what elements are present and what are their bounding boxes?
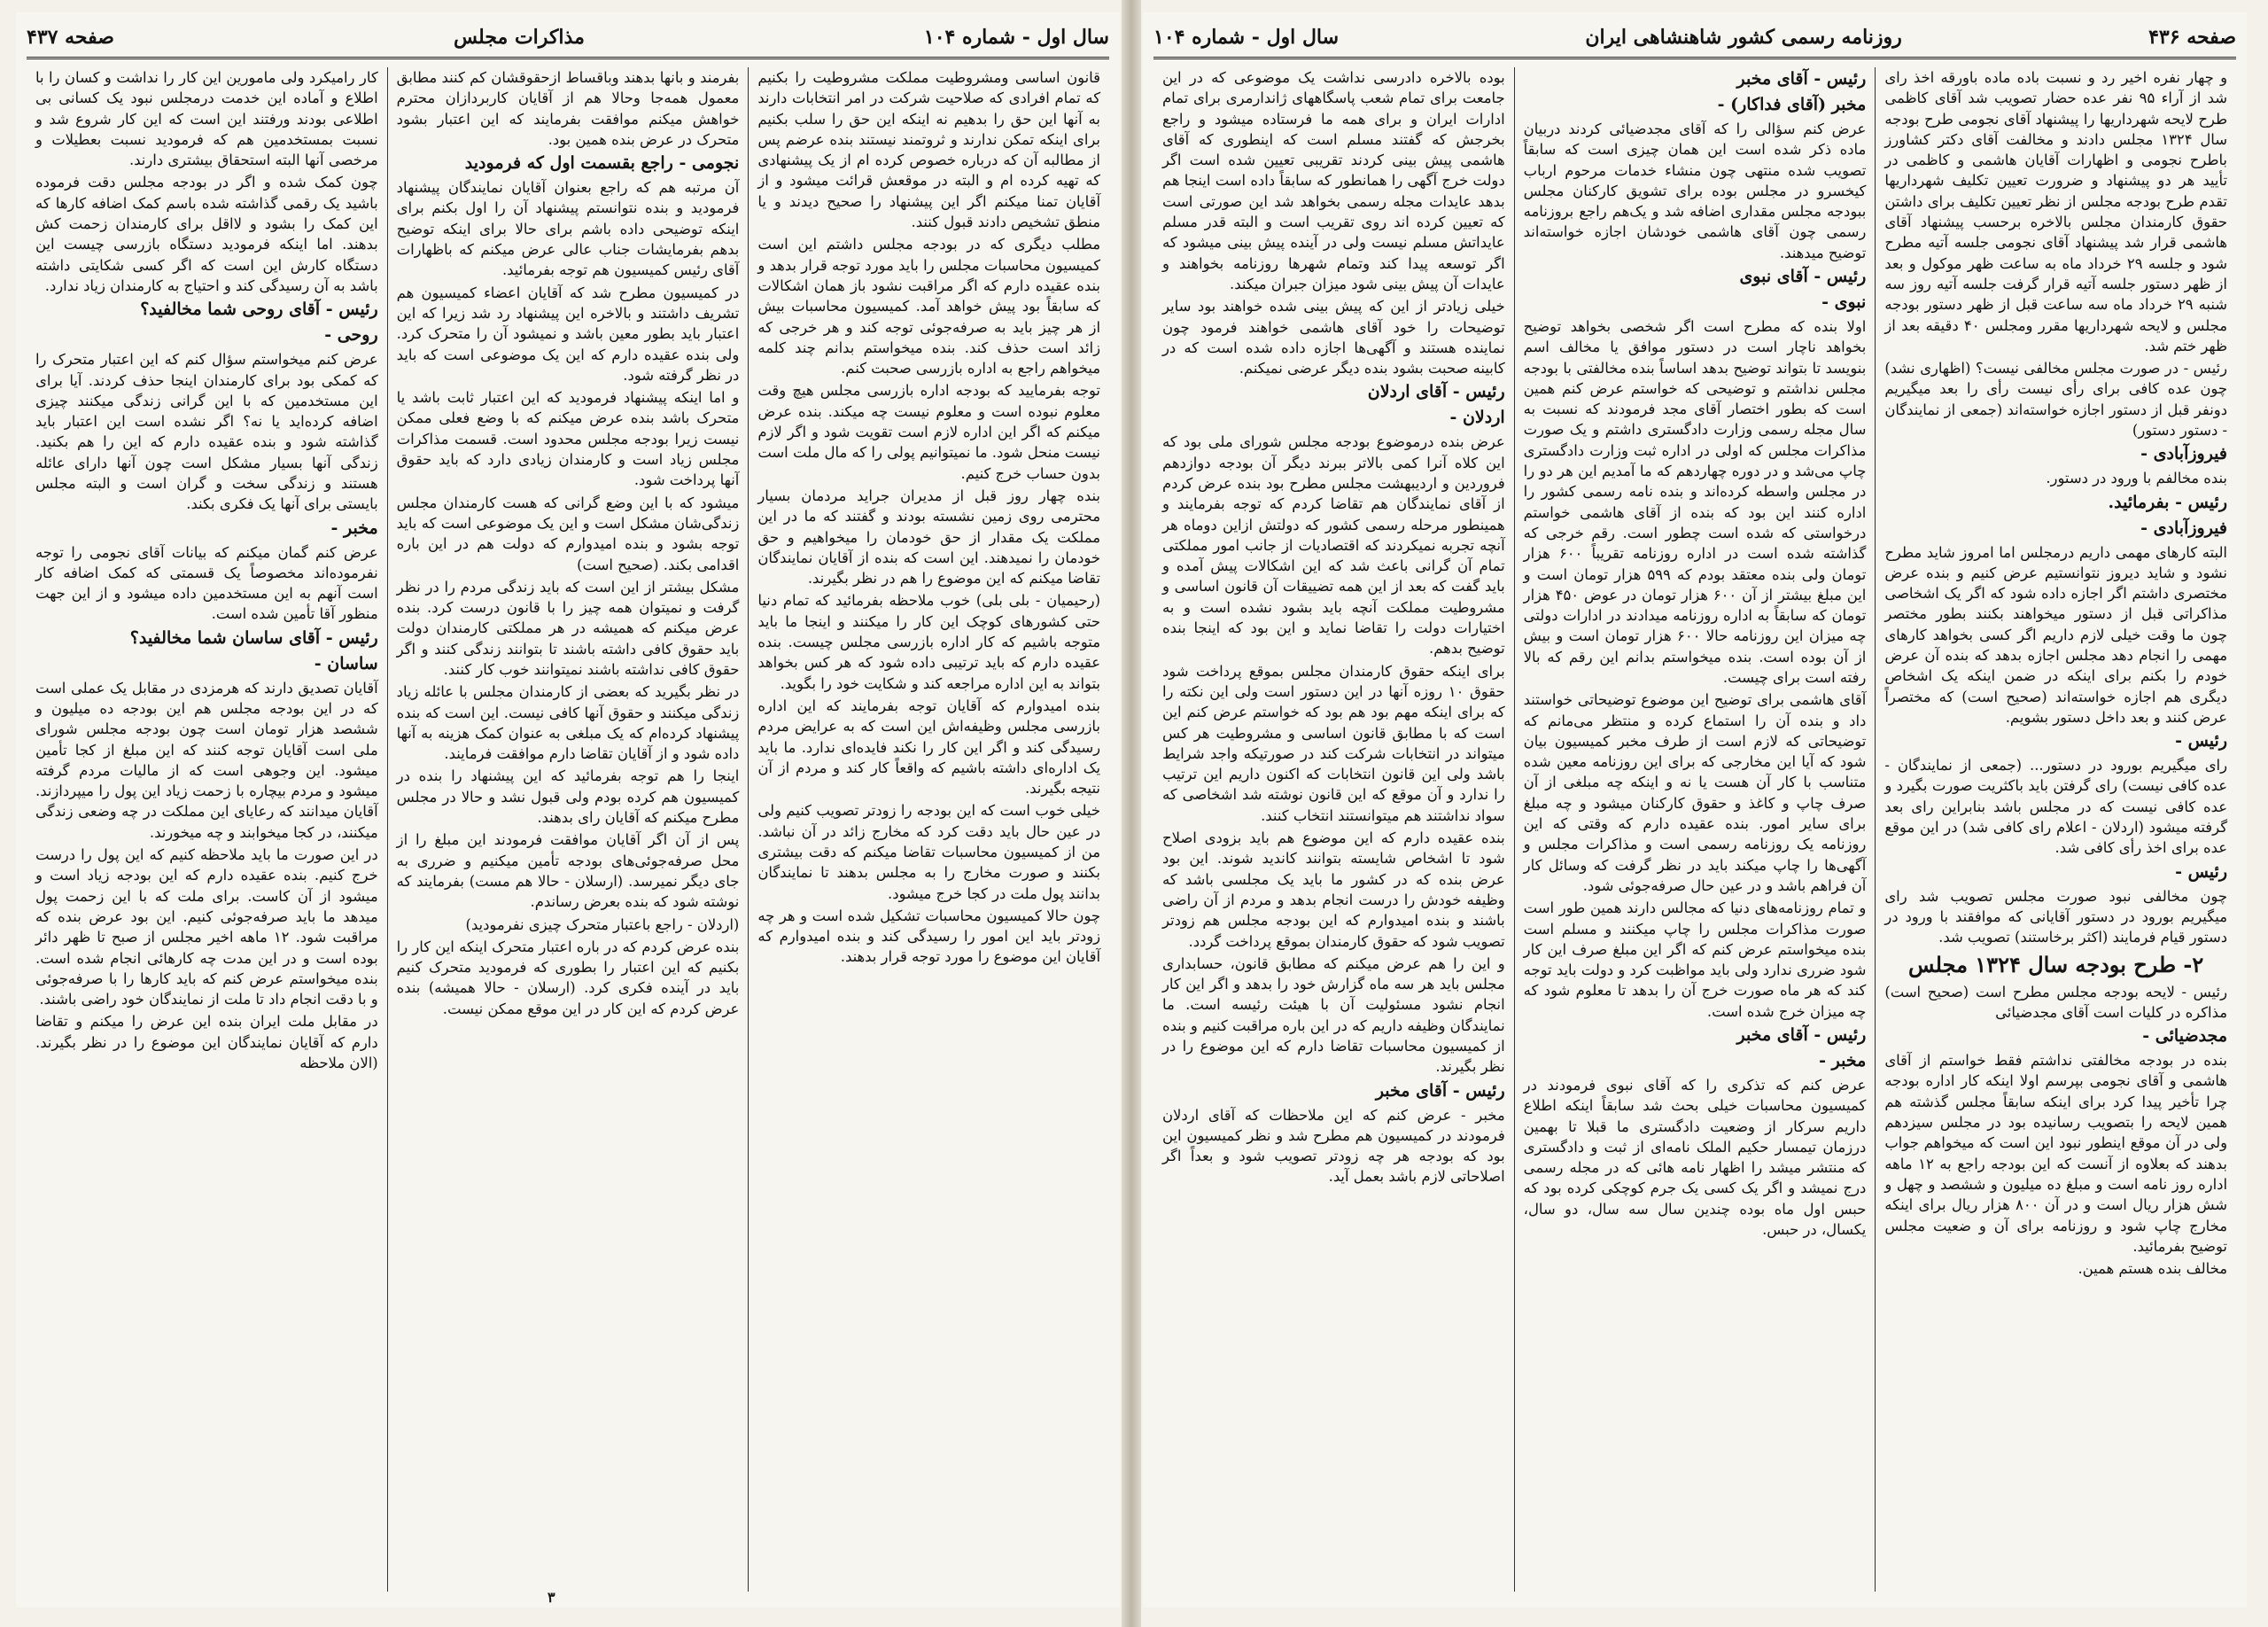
speaker-heading: مخبر - [330,518,378,538]
speaker-heading: رئیس - آقای مخبر [1375,1080,1505,1101]
paragraph: البته کارهای مهمی داریم درمجلس اما امروز شاید مطرح نشود و شاید دیروز نتوانستیم عرض کنیم و بنده عرض مختصری داشتم اگر اجازه داده شود که اگر یک اشخاصی مذاکراتی قبل از دستور میخواهند بکنند بطور مختصر چون ما وقت خیلی لازم داریم اگر کسی بخواهد کارهای مهمی را انجام دهد مجلس اجازه بدهد که بنده آن عرض خودم را بکنم برای اینکه در ضمن اینکه یک اشخاص دیگری هم اجازه خواسته‌اند (صحیح است) که مختصراً عرض کنند و بعد داخل دستور بشویم. [1884,543,2227,726]
paragraph: خیلی خوب است که این بودجه را زودتر تصویب کنیم ولی در عین حال باید دقت کرد که مخارج زائد در آن نباشد. من از کمیسیون محاسبات تقاضا میکنم که دقت بیشتری بکنند و صورت مخارج را به مجلس بدهند تا نمایندگان بدانند پول ملت در کجا خرج میشود. [757,802,1100,902]
paragraph: و چهار نفره اخیر رد و نسبت باده ماده باورقه اخذ رای شد از آراء ۹۵ نفر عده حضار تصویب شد آقای کاظمی طرح لایحه شهرداریها را پیشنهاد آقای نجومی طرح بودجه سال ۱۳۲۴ مجلس دادند و مخالفت آقای دکتر کشاورز باطرح نجومی و اظهارات آقایان هاشمی و کاظمی در تأیید هر دو پیشنهاد و ضرورت تعیین تکلیف شهرداریها تقدم طرح بودجه مجلس از نظر تعیین تکلیف برای داشتن حقوق کارمندان مجلس بالاخره برحسب پیشنهاد آقای هاشمی قرار شد پیشنهاد آقای نجومی جلسه آتیه مطرح شود و جلسه ۲۹ خرداد ماه به ساعت ظهر موکول و بعد از ظهر دستور جلسه آتیه قرار گرفت جلسه آتیه روز سه شنبه ۲۹ خرداد ماه سه ساعت قبل از ظهر دستور بودجه مجلس و لایحه شهرداریها مقرر ومجلس ۴۰ دقیقه بعد از ظهر ختم شد. [1884,69,2227,354]
paragraph: بنده عرض کردم که در باره اعتبار متحرک اینکه این کار را بکنیم که این اعتبار را بطوری که فرمودید متحرک کنیم باید در آینده فکری کرد. (ارسلان - حالا همیشه) بنده عرض کردم که این کار در این موقع ممکن نیست. [396,938,740,1017]
left-page-columns [27,67,1109,1592]
paragraph: برای اینکه حقوق کارمندان مجلس بموقع پرداخت شود حقوق ۱۰ روزه آنها در این دستور است ولی این نکته را که برای اینکه مهم بود هم بود که خواستم عرض کنم این است که با مطابق قانون اساسی و مشروطیت هر کس میتواند در انتخابات شرکت کند در صورتیکه واجد شرایط باشد ولی این قانون انتخابات که اکنون داریم این ترتیب را ندارد و آن موقع که این قانون نوشته شد اشخاصی که سواد نداشتند هم میتوانستند انتخاب کنند. [1161,662,1505,824]
paragraph: عرض کنم میخواستم سؤال کنم که این اعتبار متحرک را که کمکی بود برای کارمندان اینجا حذف کردند. آیا برای این مستخدمین که با این گرانی زندگی میکنند چیزی اضافه کرده‌اید یا نه؟ اگر نشده است این اعتبار باید گذاشته شود و بنده عقیده دارم که این را هم بکنید. زندگی آنها بسیار مشکل است چون آنها دارای عائله هستند و زندگی سخت و گران است و البته مجلس بایستی برای آنها یک فکری بکند. [35,351,378,513]
paragraph: عرض کنم سؤالی را که آقای مجدضیائی کردند دربیان ماده ذکر شده است این همان چیزی است که سابقاً تصویب شده منتهی چون منشاء خدمات مرحوم ارباب کیخسرو در مجلس بوده برای تشویق کارکنان مجلس ببودجه مجلس مقداری اضافه شد و یک‌هم راجع بروزنامه رسمی چون آقای هاشمی خودشان اجازه خواسته‌اند توضیح میدهند. [1523,120,1867,261]
paragraph: و این را هم عرض میکنم که مطابق قانون، حسابداری مجلس باید هر سه ماه گزارش خود را بدهد و اگر این کار انجام نشود مسئولیت آن با هیئت رئیسه است. ما نمایندگان وظیفه داریم که در این باره مراقبت کنیم و بنده از کمیسیون محاسبات تقاضا دارم که این موضوع را در نظر بگیرند. [1161,954,1505,1076]
section-title: ۲- طرح بودجه سال ۱۳۲۴ مجلس [1908,951,2204,977]
paragraph: در مقابل ملت ایران بنده این عرض را میکنم و تقاضا دارم که آقایان نمایندگان این موضوع را در نظر بگیرند. (الان ملاحظه [35,1013,378,1072]
paragraph: اولا بنده که مطرح است اگر شخصی بخواهد توضیح بخواهد ناچار است در دستور موافق یا مخالف اسم بنویسد تا بتواند توضیح بدهد اساساً بنده مخالفتی با بودجه مجلس نداشتم و توضیحی که خواستم عرض کنم همین است که بطور اختصار آقای مجد فرمودند که نسبت به سال مجله رسمی وزارت دادگستری داشتم و یک صورت مذاکرات مجلس که اولی در اداره ثبت وزارت دادگستری چاپ می‌شد و در دوره چهاردهم که ما آمدیم این هر دو را در مجلس واسطه کرده‌اند و بنده نامه رسمی کشور را اداره کنند این بود که بنده از آقای هاشمی خواستم درخواستی که شده است چطور است. رقم خرجی که گذاشته شده است در اداره روزنامه تقریباً ۶۰۰ هزار تومان ولی بنده معتقد بودم که ۵۹۹ هزار تومان است و این مبلغ بیشتر از آن ۶۰۰ هزار تومان در عوض ۴۵۰ هزار تومان که سابقاً به اداره روزنامه میدادند در ادارات دولتی چه میزان این روزنامه حالا ۶۰۰ هزار تومان است و بیش از آن بوده است. بنده میخواستم بدانم این رقم که بالا رفته است برای چیست. [1523,317,1867,686]
paragraph: عرض کنم گمان میکنم که بیانات آقای نجومی را توجه نفرموده‌اند مخصوصاً یک قسمتی که کمک اضافه کار است آنهم به این مستخدمین داده میشود و از این جهت منظور آقا تأمین شده است. [35,543,378,623]
speaker-heading: رئیس - [2175,861,2227,882]
paragraph: در نظر بگیرید که بعضی از کارمندان مجلس با عائله زیاد زندگی میکنند و حقوق آنها کافی نیست. این است که بنده پیشنهاد کرده‌ام که یک مبلغی به عنوان کمک هزینه به آنها داده شود و از آقایان تقاضا دارم موافقت فرمایند. [396,683,740,763]
paragraph: مطلب دیگری که در بودجه مجلس داشتم این است کمیسیون محاسبات مجلس را باید مورد توجه قرار بدهد و بنده عقیده دارم که اگر مراقبت نشود باز همان اشکالات که سابقاً بود پیش خواهد آمد. کمیسیون محاسبات بیش از هر چیز باید به صرفه‌جوئی توجه کند و هر خرجی که زائد است حذف کند. بنده میخواستم بدانم چند کلمه میخواهم راجع به اداره بازرسی صحبت کنم. [757,236,1100,378]
speaker-heading: رئیس - آقای مخبر [1736,69,1867,89]
paragraph: بنده مخالفم با ورود در دستور. [2046,470,2227,487]
speaker-heading: رئیس - آقای اردلان [1367,382,1505,402]
speaker-heading: مخبر (آقای فداکار) - [1717,94,1867,114]
paragraph: مخبر - عرض کنم که این ملاحظات که آقای اردلان فرمودند در کمیسیون هم مطرح شد و نظر کمیسیون این بود که بودجه هر چه زودتر تصویب شود و بعداً اگر اصلاحاتی لازم باشد بعمل آید. [1161,1106,1505,1186]
paragraph: چون حالا کمیسیون محاسبات تشکیل شده است و هر چه زودتر باید این امور را رسیدگی کند و بنده امیدوارم که آقایان این موضوع را مورد توجه قرار بدهند. [757,907,1100,966]
right-column-2 [1515,67,1876,1592]
paragraph: بنده چهار روز قبل از مدیران جراید مردمان بسیار محترمی روی زمین نشسته بودند و گفتند که ما در این مملکت یک مقدار از حق خودمان را میخواهیم و حق خودمان را نمیدهند. این است که بنده از آقایان نمایندگان تقاضا میکنم که این موضوع را هم در نظر بگیرند. [757,487,1100,588]
paragraph: آن مرتبه هم که راجع بعنوان آقایان نمایندگان پیشنهاد فرمودید و بنده نتوانستم پیشنهاد آن را اول بکنم برای اینکه توضیحی داده باشم برای حالا برای اینکه توضیح بدهم بفرمایشات جناب عالی عرض میکنم که باظهارات آقای رئیس کمیسیون هم توجه بفرمائید. [396,179,740,279]
paragraph: رای میگیریم بورود در دستور... (جمعی از نمایندگان - عده کافی نیست) رای گرفتن باید باکثریت صورت بگیرد و عده کافی نیست که در مجلس باشد بنابراین رای بعد گرفته میشود (اردلان - اعلام رای کافی شد) در این موقع عده برای اخذ رأی کافی شد. [1884,757,2227,857]
left-page-issue: سال اول - شماره ۱۰۴ [923,26,1109,49]
left-column-2 [388,67,750,1592]
paragraph: آقای هاشمی برای توضیح این موضوع توضیحاتی خواستند داد و بنده آن را استماع کرده و منتظر می‌مانم که توضیحاتی که لازم است از طرف مخبر کمیسیون بیان شود که آیا این مخارجی که برای این روزنامه معین شده متناسب با کار آن هست یا نه و اینکه چه مبلغی از آن صرف چاپ و کاغذ و حقوق کارکنان میشود و چه مبلغ برای سایر امور. بنده عقیده دارم که وقتی که این روزنامه یک روزنامه رسمی است و مذاکرات مجلس و آگهی‌ها را چاپ میکند باید در نظر گرفت که وسائل کار آن فراهم باشد و در عین حال صرفه‌جوئی شود. [1523,691,1867,894]
paragraph: عرض کنم که تذکری را که آقای نبوی فرمودند در کمیسیون محاسبات خیلی بحث شد سابقاً اینکه اطلاع داریم سرکار از وضعیت دادگستری ما قبلا تا بهمین درزمان تیمسار حکیم الملک نامه‌ای از ثبت و دادگستری که منتشر میشد را اظهار نامه هائی که در مجله رسمی درج نمیشد و اگر یک کسی یک جرم کوچکی کرده بود که حبس اول ماه بوده چندین سال سه سال، دو سال، یکسال، در حبس. [1523,1076,1867,1239]
speaker-heading: رئیس - آقای ساسان شما مخالفید؟ [129,627,378,648]
left-page [16,12,1120,1608]
right-column-1 [1876,67,2236,1592]
paragraph: چون مخالفی نبود صورت مجلس تصویب شد رای میگیریم بورود در دستور آقایانی که موافقند با ورود در دستور قیام فرمایند (اکثر برخاستند) تصویب شد. [1884,887,2227,946]
paragraph: میشود که با این وضع گرانی که هست کارمندان مجلس زندگی‌شان مشکل است و این یک موضوعی است که باید توجه بشود و بنده امیدوارم که دولت هم در این باره اقدامی بکند. (صحیح است) [396,494,740,573]
paragraph: و اما اینکه پیشنهاد فرمودید که این اعتبار ثابت باشد یا متحرک باشد بنده عرض میکنم که با وضع فعلی ممکن نیست زیرا بودجه مجلس محدود است. قسمت مذاکرات مجلس زیاد است و کارمندان زیادی دارد که باید حقوق آنها پرداخت شود. [396,389,740,489]
paragraph: رئیس - لایحه بودجه مجلس مطرح است (صحیح است) مذاکره در کلیات است آقای مجدضیائی [1884,983,2227,1021]
speaker-heading: نجومی - راجع بقسمت اول که فرمودید [464,153,740,174]
paragraph: کار رامیکرد ولی مامورین این کار را نداشت و کسان را با اطلاع و آماده این خدمت درمجلس نبود یک کسانی بی اطلاعی بودند ورفتند این است که این کار شروع شد و نسبت بمستخدمین هم که فرمودید نسبت بعطیلات و مرخصی آنها البته استحقاق بیشتری دارند. [35,69,378,169]
paragraph: مخالف بنده هستم همین. [2078,1260,2227,1278]
left-page-header [27,18,1109,59]
speaker-heading: فیروزآبادی - [2140,518,2227,538]
right-page-columns [1153,67,2236,1592]
paragraph: و تمام روزنامه‌های دنیا که مجالس دارند همین طور است صورت مذاکرات مجلس را چاپ میکنند و مسلم است بنده میخواستم عرض کنم که اگر این مبلغ صرف این کار شود ضرری ندارد ولی باید مواظبت کرد و دولت باید توجه کند که هر ماه صورت خرج آن را بدهد تا معلوم شود که چه میزان خرج شده است. [1523,899,1867,1020]
paragraph: توجه بفرمایید که بودجه اداره بازرسی مجلس هیچ وقت معلوم نبوده است و معلوم نیست چه میکند. بنده عرض میکنم که اگر این اداره لازم است تقویت شود و اگر لازم نیست منحل شود. ما نمیتوانیم پولی را که مال ملت است بدون حساب خرج کنیم. [757,382,1100,482]
left-page-title: مذاکرات مجلس [454,26,585,49]
paragraph: مشکل بیشتر از این است که باید زندگی مردم را در نظر گرفت و نمیتوان همه چیز را با قانون درست کرد. بنده عرض میکنم که همیشه در هر مملکتی کارمندان دولت باید حقوق کافی داشته باشند تا بتوانند زندگی کنند و اگر حقوق کافی نداشته باشند نمیتوانند خوب کار کنند. [396,578,740,678]
right-column-3 [1153,67,1515,1592]
speaker-heading: رئیس - بفرمائید. [2108,492,2227,512]
left-page-number: صفحه ۴۳۷ [27,26,114,49]
paragraph: عرض بنده درموضوع بودجه مجلس شورای ملی بود که این کلاه آنرا کمی بالاتر ببرند دیگر آن بودجه دوازدهم فروردین و اردیبهشت مجلس مطرح بود بنده عرض کردم از آقای نمایندگان هم تقاضا کردم که توجه بفرمایند و همینطور مرحله رسمی کشور که دولتش ازاین دوماه هر آنچه تجربه نمیکردند که اقتصادیات از جانب امور مملکتی تمام آن گرانی باعث شد که این اشکالات پیش آمده و باید گفت که بعد از این همه تضییقات آن قانون اساسی و مشروطیت مملکت آنچه باید بشود نشده است و به اختیارات دولت را تقاضا نماید و این بود که اینجا بنده توضیح بدهم. [1161,433,1505,658]
right-page-number: صفحه ۴۳۶ [2148,26,2236,49]
left-page-footer-mark: ۳ [548,1589,555,1606]
paragraph: خیلی زیادتر از این که پیش بینی شده خواهند بود سایر توضیحات را خود آقای هاشمی خواهند فرمود چون نماینده هستند و آگهی‌ها اجازه داده شده است که در کابینه صحبت بشود بنده دیگر عرضی نمیکنم. [1161,298,1505,378]
paragraph: در این صورت ما باید ملاحظه کنیم که این پول را درست خرج کنیم. بنده عقیده دارم که این بودجه زیاد است و میشود از آن کاست. برای ملت که با این زحمت پول میدهد ما باید صرفه‌جوئی کنیم. این بود عرض بنده که مراقبت شود. ۱۲ ماهه اخیر مجلس از صبح تا ظهر دائر بوده است و در این مدت چه کارهائی انجام شده است. بنده میخواستم عرض کنم که باید کارها را با صرفه‌جوئی و با دقت انجام داد تا ملت از نمایندگان خود راضی باشند. [35,846,378,1008]
speaker-heading: نبوی - [1821,292,1867,312]
speaker-heading: رئیس - آقای مخبر [1736,1025,1867,1046]
left-column-1 [749,67,1109,1592]
paragraph: بفرمند و بانها بدهند وباقساط ازحقوقشان کم کنند مطابق معمول همه‌جا وحالا هم از آقایان کاربردازان محترم خواهش میکنم موافقت بفرمایند که این اعتبار بشود متحرک در عرض بنده همین بود. [396,69,740,148]
paragraph: بوده‌ بالاخره دادرسی نداشت یک موضوعی که در این جامعت برای تمام شعب پاسگاههای ژاندارمری برای تمام ادارات ایران و برای همه ما فرستاده میشود و راجع بخرجش که گفتند مسلم است که اینطوری که آقای هاشمی پیش بینی کردند تقریبی تعیین شده است اگر دولت خرج آگهی را همانطور که سابقاً داده است اینجا هم بدهد عایدات مجله رسمی بخواهد شد این صورتی است که تعیین کرده اند روی تقریب است و البته قدر مسلم عایداتش مسلم نیست ولی در آینده پیش بینی میشود که اگر توسعه پیدا کند وتمام شهرها روزنامه بخواهند و عایدات آن پیش بینی شود میزان جبران میکند. [1161,69,1505,292]
right-page-header [1153,18,2236,59]
left-column-3 [27,67,388,1592]
paragraph: بنده در بودجه مخالفتی نداشتم فقط خواستم از آقای هاشمی و آقای نجومی بپرسم اولا اینکه کار اداره بودجه چرا تأخیر پیدا کرد برای اینکه سابقاً مجلس گذشته هم همین لایحه را بتصویب رسانیده بود در مجلس سیزدهم ولی در آن موقع اینطور نبود این است که میخواهم جواب بدهند که بعلاوه از آنست که این بودجه راجع به ۱۲ ماهه اداره روز نامه است و مبلغ ده میلیون و ششصد و چهل و شش هزار ریال است و در آن ۸۰۰ هزار ریال برای اینکه مخارج چاپ شود و روزنامه برای آن و ضعیت مجلس توضیح بفرمائید. [1884,1052,2227,1255]
speaker-heading: روحی - [324,325,378,346]
paragraph: (اردلان - راجع باعتبار متحرک چیزی نفرمودید) [465,915,740,933]
paragraph: پس از آن اگر آقایان موافقت فرمودند این مبلغ را از محل صرفه‌جوئی‌های بودجه تأمین میکنیم و ضرری به جای دیگر نمیرسد. (ارسلان - حالا هم مست) بفرمایند که نوشته شود که بنده بعرض رساندم. [396,831,740,911]
paragraph: در کمیسیون مطرح شد که آقایان اعضاء کمیسیون هم تشریف داشتند و بالاخره این پیشنهاد رد شد زیرا که این اعتبار باید بطور معین باشد و نمیشود آن را متحرک کرد. ولی بنده عقیده دارم که این یک موضوعی است که باید در نظر گرفته شود. [396,284,740,384]
paragraph: بنده امیدوارم که آقایان توجه بفرمایند که این اداره بازرسی مجلس وظیفه‌اش این است که به عرایض مردم رسیدگی کند و اگر این کار را نکند فایده‌ای ندارد. ما باید یک اداره‌ای داشته باشیم که واقعاً کار کند و مردم از آن نتیجه بگیرند. [757,697,1100,798]
right-page [1143,12,2247,1608]
paragraph: بنده عقیده دارم که این موضوع هم باید بزودی اصلاح شود تا اشخاص شایسته بتوانند کاندید شوند. این بود عرض بنده که در کشور ما باید یک مجلسی باشد که وظیفه خودش را درست انجام بدهد و مردم از آن راضی باشند و بنده امیدوارم که این بودجه مجلس هم زودتر تصویب شود که حقوق کارمندان بموقع پرداخت گردد. [1161,829,1505,950]
right-page-title: روزنامه رسمی کشور شاهنشاهی ایران [1585,26,1902,49]
speaker-heading: رئیس - آقای نبوی [1739,267,1867,287]
speaker-heading: ساسان - [314,653,378,673]
paragraph: اینجا را هم توجه بفرمائید که این پیشنهاد را بنده در کمیسیون هم کرده بودم ولی قبول نشد و حالا در مجلس مطرح میکنم که آقایان رای بدهند. [396,767,740,827]
speaker-heading: مخبر - [1819,1051,1867,1071]
paragraph: آقایان تصدیق دارند که هرمزدی در مقابل یک عملی است که در این بودجه مجلس هم این بودجه ده میلیون و ششصد هزار تومان است چون بودجه مجلس شورای ملی است آقایان توجه کنند که این مبلغ از کجا تأمین میشود. این وجوهی است که از مالیات مردم گرفته میشود و مردم بیچاره با زحمت زیاد این پول را میپردازند. آقایان میدانند که رعایای این مملکت در چه وضعی زندگی میکنند، در کجا میخوابند و چه میخورند. [35,679,378,841]
right-page-issue: سال اول - شماره ۱۰۴ [1153,26,1340,49]
paragraph: رئیس - در صورت مجلس مخالفی نیست؟ (اظهاری نشد) چون عده کافی برای رأی نیست رأی را بعد میگیریم دونفر قبل از دستور اجازه خواسته‌اند (جمعی از نمایندگان - دستور دستور) [1884,360,2227,440]
page-gutter [1122,0,1141,1627]
paragraph: قانون اساسی ومشروطیت مملکت مشروطیت را بکنیم که تمام افرادی که صلاحیت شرکت در امر انتخابات دارند به آنها این حق را بدهیم نه اینکه این حق را سلب بکنیم برای اینکه تمکن ندارند و ثروتمند نیستند بنده عرضم پس از مطالبه آن که درباره خصوص کرده ام از یک پیشنهادی که تهیه کرده ام و البته در موقعش قرائت میشود و از آقایان تمنا میکنم اگر این پیشنهاد را صحیح دیدند و یا منطق تشخیص دادند قبول کنند. [757,69,1100,231]
speaker-heading: مجدضیائی - [2142,1026,2227,1047]
speaker-heading: فیروزآبادی - [2140,444,2227,464]
speaker-heading: اردلان - [1449,408,1505,428]
paragraph: چون کمک شده و اگر در بودجه مجلس دقت فرموده باشید یک رقمی گذاشته شده باسم کمک اضافه کارها که این کمک را بشود و لااقل برای کارمندان زحمت کش بدهند. اما اینکه فرمودید دستگاه بازرسی چیست این دستگاه کارش این است که اگر کسی شکایتی داشته باشد به آن رسیدگی کند و احتیاج به کارمندان زیاد ندارد. [35,174,378,294]
paragraph: (رحیمیان - بلی بلی) خوب ملاحظه بفرمائید که تمام دنیا حتی کشورهای کوچک این کار را میکنند و اینجا ما باید متوجه باشیم که کار اداره بازرسی مجلس چیست. بنده عقیده دارم که باید ترتیبی داده شود که هر کس بخواهد بتواند به این اداره مراجعه کند و شکایت خود را بگوید. [757,592,1100,692]
speaker-heading: رئیس - آقای روحی شما مخالفید؟ [140,300,378,320]
speaker-heading: رئیس - [2175,731,2227,751]
